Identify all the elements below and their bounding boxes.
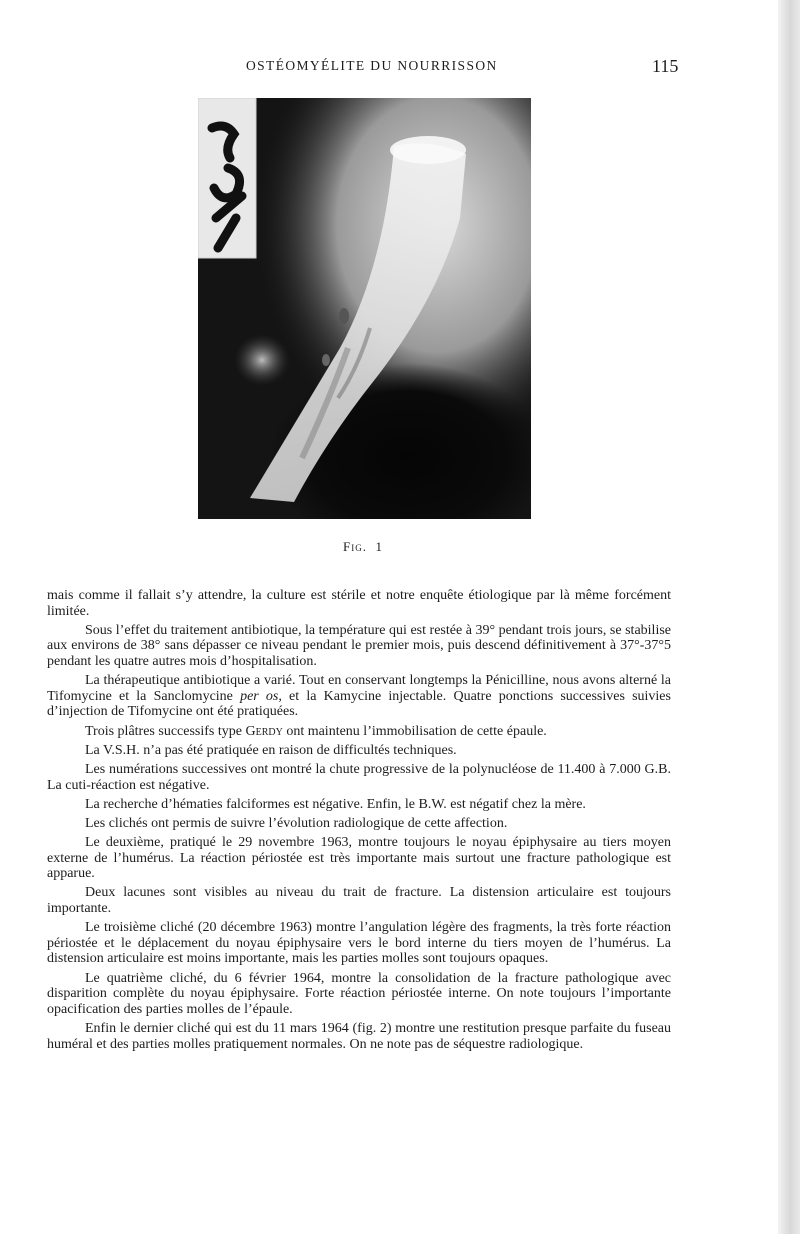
paragraph: Deux lacunes sont visibles au niveau du trait de fracture. La distension articulaire est toujours importante.	[47, 885, 671, 917]
paragraph: Le deuxième, pratiqué le 29 novembre 1963, montre toujours le noyau épiphysaire au tiers moyen externe de l’humérus. La réaction périostée est très importante mais surtout une fracture pathologique est apparue.	[47, 835, 671, 882]
paragraph: Les clichés ont permis de suivre l’évolution radiologique de cette affection.	[85, 815, 508, 831]
paragraph: La V.S.H. n’a pas été pratiquée en raison de difficultés techniques.	[85, 742, 457, 758]
paragraph: Sous l’effet du traitement antibiotique, la température qui est restée à 39° pendant trois jours, se stabilise aux environs de 38° sans dépasser ce niveau pendant le premier mois, puis descend définitivement à 37°-37°5 pendant les quatre autres mois d’hospitalisation.	[47, 622, 671, 669]
body-text	[47, 588, 671, 1056]
paragraph: Trois plâtres successifs type Gerdy ont maintenu l’immobilisation de cette épaule.	[85, 723, 547, 739]
paragraph: Enfin le dernier cliché qui est du 11 mars 1964 (fig. 2) montre une restitution presque parfaite du fuseau huméral et des parties molles pratiquement normales. On ne note pas de séquestre radiologique.	[47, 1020, 671, 1052]
paragraph: Le quatrième cliché, du 6 février 1964, montre la consolidation de la fracture pathologique avec disparition complète du noyau épiphysaire. Forte réaction périostée interne. On note toujours l’importante opacification des parties molles de l’épaule.	[47, 970, 671, 1017]
paragraph: Les numérations successives ont montré la chute progressive de la polynucléose de 11.400 à 7.000 G.B. La cuti-réaction est négative.	[47, 761, 671, 793]
caption-number: 1	[375, 539, 383, 554]
caption-prefix: Fig.	[343, 539, 367, 554]
paragraph: mais comme il fallait s’y attendre, la culture est stérile et notre enquête étiologique par là même forcément limitée.	[47, 588, 671, 619]
paragraph: La thérapeutique antibiotique a varié. Tout en conservant longtemps la Pénicilline, nous avons alterné la Tifomycine et la Sanclomycine per os, et la Kamycine injectable. Quatre ponctions successives suivies d’injection de Tifomycine ont été pratiquées.	[47, 673, 671, 720]
page-edge-shadow	[778, 0, 800, 1234]
paragraph: Le troisième cliché (20 décembre 1963) montre l’angulation légère des fragments, la très forte réaction périostée et le déplacement du noyau épiphysaire vers le bord interne du tiers moyen de l’humérus. La distension articulaire est moins importante, mais les parties molles sont toujours opaques.	[47, 920, 671, 967]
figure-caption	[343, 539, 383, 555]
paragraph: La recherche d’hématies falciformes est négative. Enfin, le B.W. est négatif chez la mère.	[85, 796, 586, 812]
running-title: OSTÉOMYÉLITE DU NOURRISSON	[246, 58, 498, 73]
xray-figure	[198, 98, 531, 519]
page-number: 115	[652, 56, 679, 76]
